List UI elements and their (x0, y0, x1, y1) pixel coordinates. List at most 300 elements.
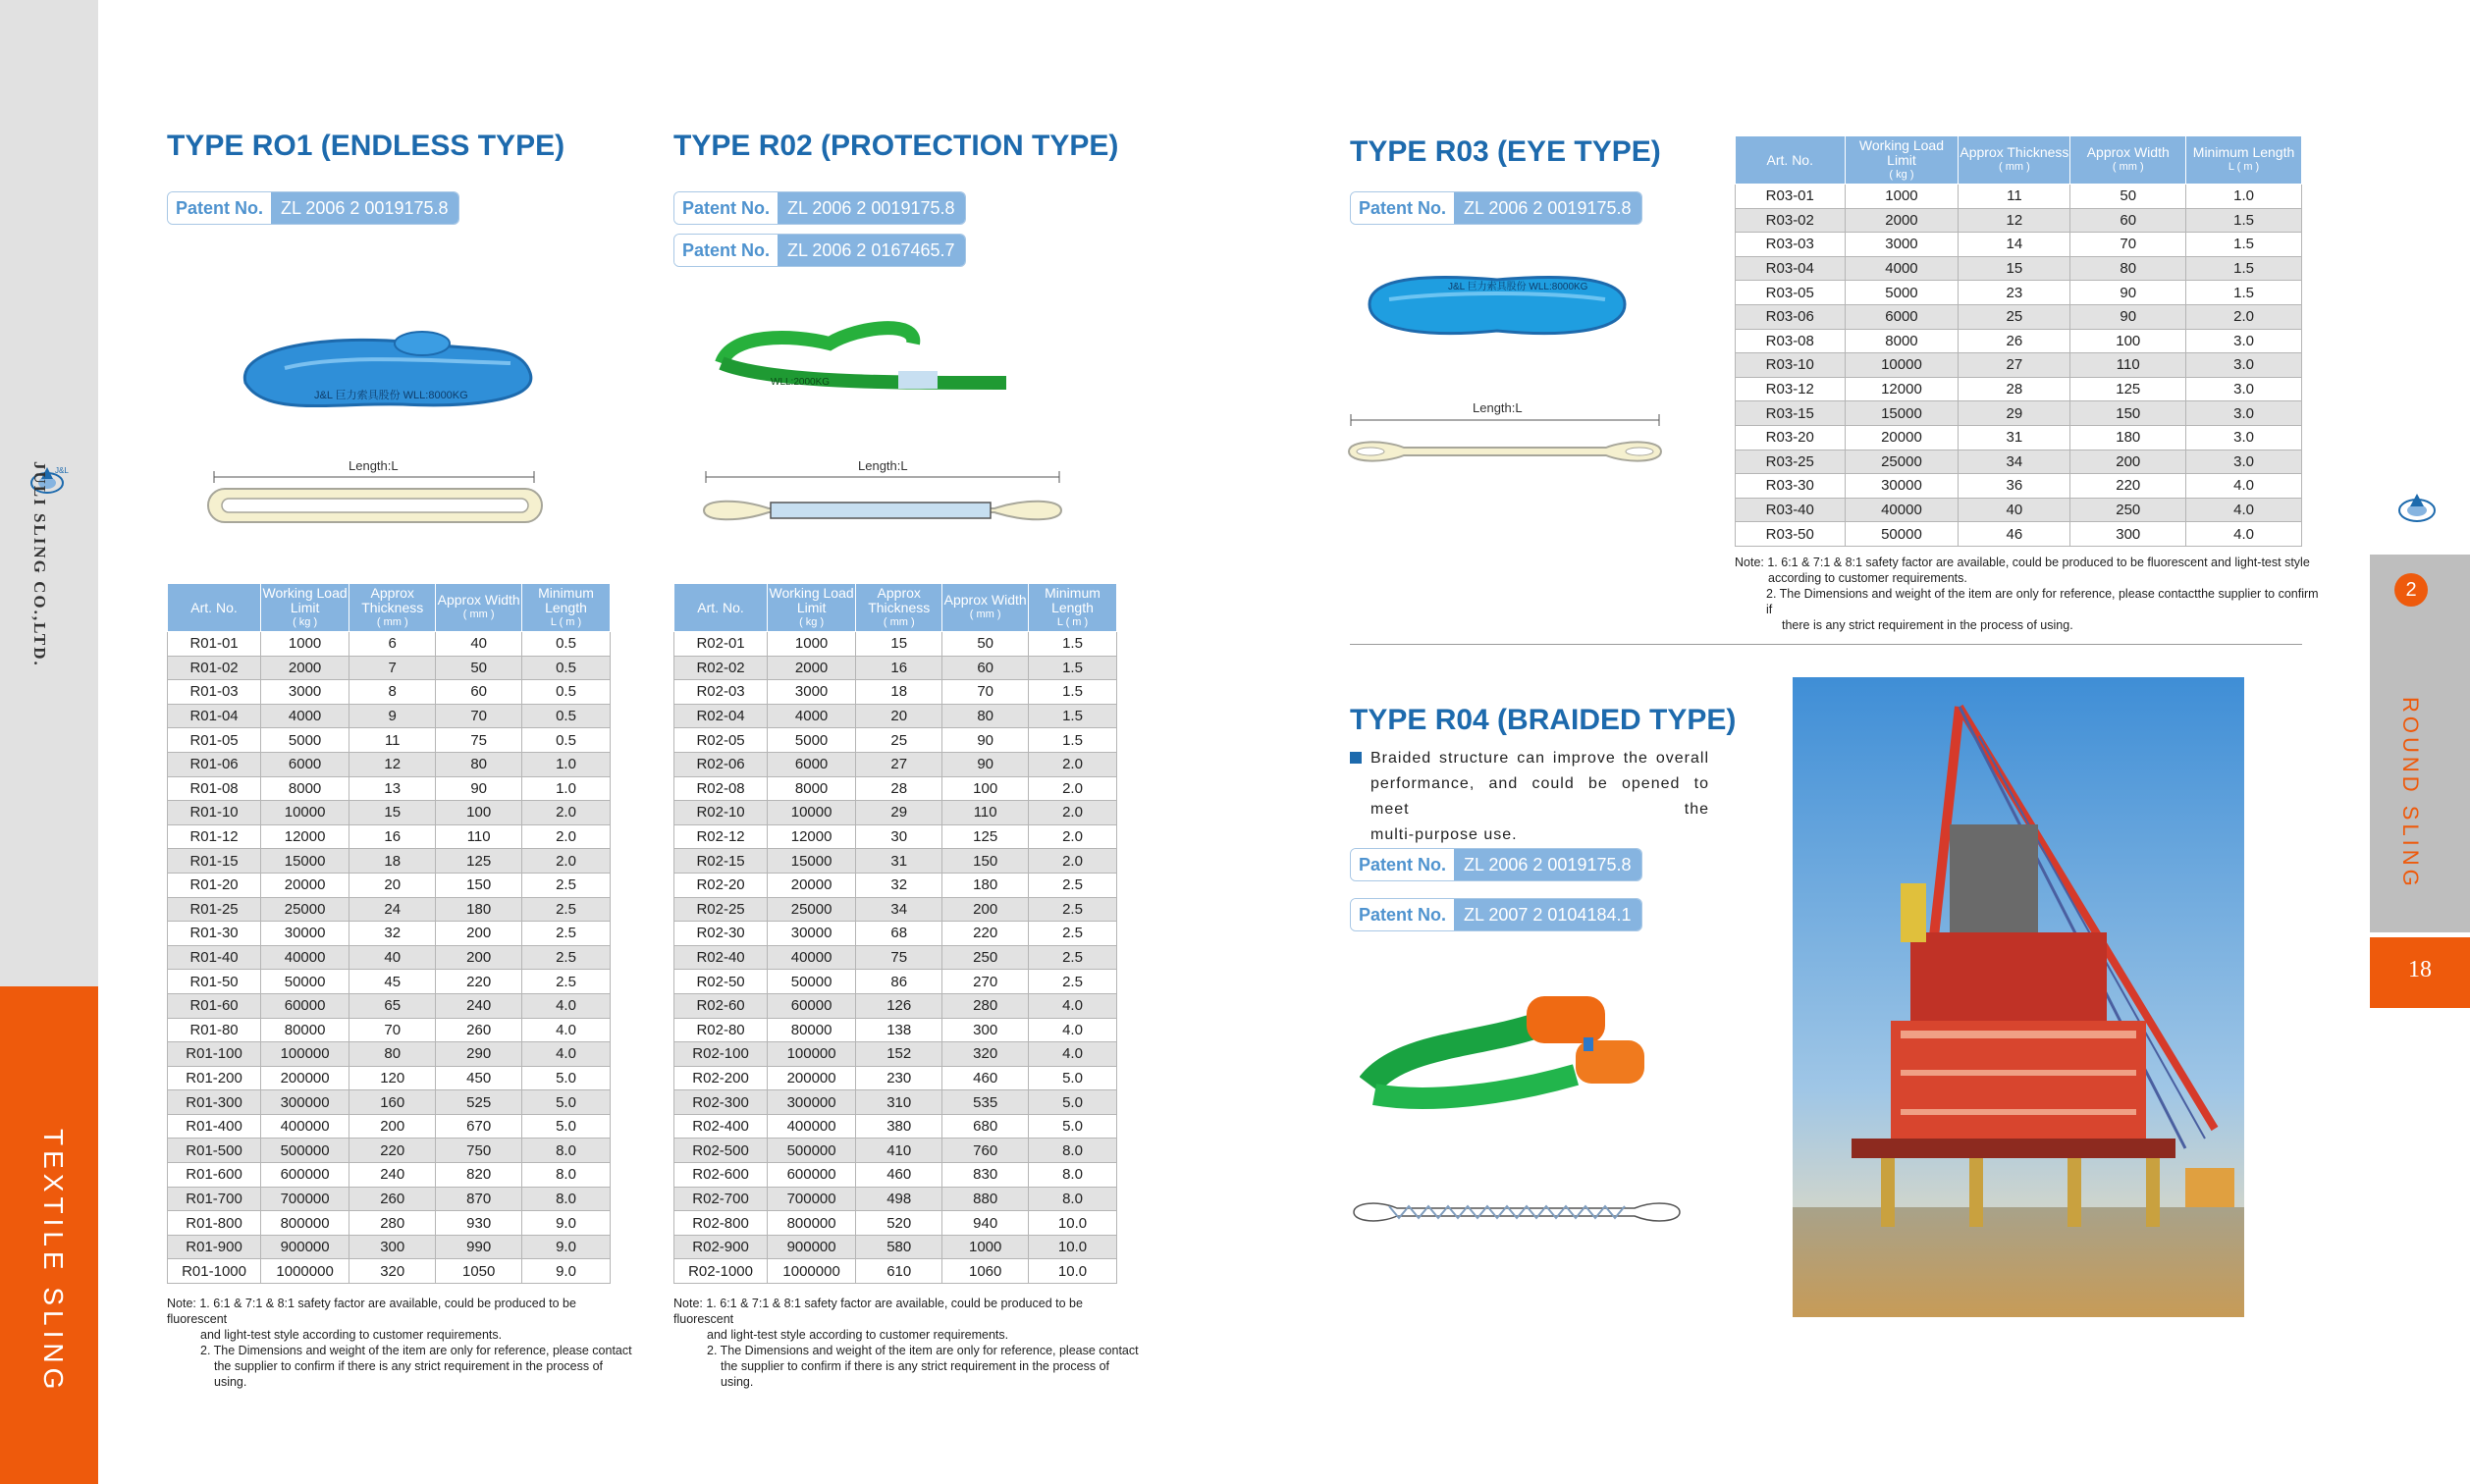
table-cell: 34 (1959, 450, 2070, 474)
table-cell: 10000 (261, 801, 349, 825)
table-cell: 29 (1959, 401, 2070, 426)
table-cell: 0.5 (522, 704, 611, 728)
table-row (674, 1018, 1117, 1042)
bullet-icon (1350, 752, 1362, 764)
table-cell: R01-10 (168, 801, 261, 825)
table-cell: 12000 (261, 824, 349, 849)
table-row (168, 1259, 611, 1284)
table-cell: 68 (856, 922, 942, 946)
table-cell: 60000 (261, 993, 349, 1018)
r03-spec-table (1735, 135, 2302, 547)
table-cell: 680 (942, 1114, 1029, 1139)
table-cell: 31 (856, 849, 942, 874)
table-row (168, 776, 611, 801)
r04-dimension-drawing (1350, 1192, 1684, 1232)
table-row (674, 849, 1117, 874)
table-row (674, 728, 1117, 753)
table-cell: 4.0 (2186, 498, 2302, 522)
table-cell: 4.0 (522, 993, 611, 1018)
table-cell: 1.5 (2186, 281, 2302, 305)
table-cell: 90 (2070, 304, 2186, 329)
table-cell: 12000 (1845, 377, 1959, 401)
table-cell: 110 (942, 801, 1029, 825)
table-cell: R02-20 (674, 873, 768, 897)
table-cell: 0.5 (522, 656, 611, 680)
table-row (168, 728, 611, 753)
table-cell: 460 (942, 1066, 1029, 1090)
table-row (168, 1066, 611, 1090)
table-cell: 75 (856, 945, 942, 970)
table-row (674, 970, 1117, 994)
table-cell: R02-05 (674, 728, 768, 753)
section-divider (1350, 644, 2302, 645)
table-cell: 200000 (261, 1066, 349, 1090)
table-cell: 700000 (768, 1187, 856, 1211)
table-cell: 180 (436, 897, 522, 922)
table-cell: 3.0 (2186, 377, 2302, 401)
r02-note (673, 1296, 1145, 1390)
table-cell: 20 (856, 704, 942, 728)
table-cell: 5000 (1845, 281, 1959, 305)
table-cell: 50000 (1845, 522, 1959, 547)
table-cell: 2.5 (522, 897, 611, 922)
table-row (1736, 233, 2302, 257)
table-cell: 460 (856, 1163, 942, 1188)
table-cell: 8.0 (522, 1163, 611, 1188)
table-cell: 60 (436, 680, 522, 705)
table-cell: 8.0 (1029, 1187, 1117, 1211)
table-row (168, 1042, 611, 1067)
table-cell: 80 (349, 1042, 436, 1067)
table-cell: 1050 (436, 1259, 522, 1284)
col-width-label: Approx Width (437, 592, 520, 608)
table-cell: 670 (436, 1114, 522, 1139)
col-length-label: Minimum Length (2192, 144, 2295, 160)
col-width (942, 584, 1029, 632)
table-row (674, 632, 1117, 657)
col-thickness-unit: ( mm ) (376, 615, 408, 628)
table-cell: 45 (349, 970, 436, 994)
table-header-row (1736, 136, 2302, 185)
table-cell: 2.5 (1029, 922, 1117, 946)
table-cell: 2.5 (522, 945, 611, 970)
table-cell: 50000 (261, 970, 349, 994)
table-cell: R02-01 (674, 632, 768, 657)
table-cell: R01-300 (168, 1090, 261, 1115)
table-cell: 1.5 (1029, 656, 1117, 680)
col-length (522, 584, 611, 632)
table-cell: 1000000 (768, 1259, 856, 1284)
table-cell: 290 (436, 1042, 522, 1067)
table-cell: R01-100 (168, 1042, 261, 1067)
table-cell: 4.0 (2186, 474, 2302, 499)
table-cell: 900000 (768, 1235, 856, 1259)
r01-note (167, 1296, 638, 1390)
table-cell: 32 (856, 873, 942, 897)
table-cell: 34 (856, 897, 942, 922)
table-row (674, 897, 1117, 922)
table-cell: R02-10 (674, 801, 768, 825)
table-cell: 5.0 (522, 1090, 611, 1115)
table-cell: 6 (349, 632, 436, 657)
table-cell: 2.5 (522, 970, 611, 994)
table-row (674, 1235, 1117, 1259)
table-cell: 100 (2070, 329, 2186, 353)
table-cell: R03-01 (1736, 185, 1846, 209)
table-cell: 2.0 (1029, 801, 1117, 825)
table-row (674, 1042, 1117, 1067)
table-cell: 450 (436, 1066, 522, 1090)
table-cell: 65 (349, 993, 436, 1018)
table-row (674, 656, 1117, 680)
table-cell: 16 (349, 824, 436, 849)
col-length-unit: L ( m ) (2228, 161, 2260, 173)
col-width-label: Approx Width (2086, 144, 2170, 160)
table-cell: 8000 (768, 776, 856, 801)
table-cell: 300000 (768, 1090, 856, 1115)
col-length (2186, 136, 2302, 185)
table-cell: 32 (349, 922, 436, 946)
table-cell: 535 (942, 1090, 1029, 1115)
table-cell: 12 (1959, 208, 2070, 233)
table-row (168, 922, 611, 946)
table-cell: 4.0 (522, 1018, 611, 1042)
table-cell: 4000 (1845, 256, 1959, 281)
table-cell: 40000 (1845, 498, 1959, 522)
table-cell: 2.0 (2186, 304, 2302, 329)
col-length-label: Minimum Length (1045, 584, 1101, 615)
table-cell: 3.0 (2186, 401, 2302, 426)
table-cell: 380 (856, 1114, 942, 1139)
col-width-label: Approx Width (943, 592, 1027, 608)
r02-title: TYPE R02 (PROTECTION TYPE) (673, 130, 1119, 162)
table-cell: 15000 (261, 849, 349, 874)
r01-product-print: J&L 巨力索具股份 WLL:8000KG (314, 390, 468, 401)
table-row (168, 873, 611, 897)
table-cell: 30000 (768, 922, 856, 946)
table-cell: 126 (856, 993, 942, 1018)
table-row (1736, 377, 2302, 401)
table-cell: 80 (942, 704, 1029, 728)
table-cell: 24 (349, 897, 436, 922)
table-cell: 930 (436, 1211, 522, 1236)
table-cell: 1.5 (1029, 680, 1117, 705)
table-cell: R03-12 (1736, 377, 1846, 401)
table-cell: 160 (349, 1090, 436, 1115)
table-cell: 8.0 (1029, 1139, 1117, 1163)
table-cell: R01-40 (168, 945, 261, 970)
table-cell: 20000 (261, 873, 349, 897)
col-wll-label: Working Load Limit (1858, 136, 1945, 168)
r02-spec-table (673, 583, 1117, 1284)
table-cell: 5000 (768, 728, 856, 753)
col-art-no: Art. No. (168, 584, 261, 632)
table-cell: 8000 (1845, 329, 1959, 353)
table-cell: 1.0 (522, 776, 611, 801)
table-cell: 200 (436, 945, 522, 970)
patent-number: ZL 2006 2 0167465.7 (778, 235, 964, 266)
table-cell: R03-30 (1736, 474, 1846, 499)
table-cell: 580 (856, 1235, 942, 1259)
table-cell: 90 (942, 752, 1029, 776)
table-cell: 10.0 (1029, 1235, 1117, 1259)
table-cell: 5.0 (1029, 1090, 1117, 1115)
table-cell: 180 (942, 873, 1029, 897)
r02-product-print: WLL:2000KG (771, 377, 831, 388)
company-name: JULI SLING CO.,LTD. (30, 461, 49, 667)
note-line: according to customer requirements. (1768, 571, 1967, 585)
col-thickness-label: Approx Thickness (361, 584, 424, 615)
col-thickness (1959, 136, 2070, 185)
r03-length-label: Length:L (1473, 400, 1523, 415)
table-row (168, 1114, 611, 1139)
table-cell: 2.5 (522, 922, 611, 946)
table-row (168, 945, 611, 970)
table-cell: 46 (1959, 522, 2070, 547)
table-cell: 2.0 (1029, 849, 1117, 874)
r03-patent-badge (1350, 191, 1642, 225)
table-cell: 300 (349, 1235, 436, 1259)
r04-title: TYPE R04 (BRAIDED TYPE) (1350, 704, 1737, 736)
table-cell: 18 (856, 680, 942, 705)
table-cell: R01-60 (168, 993, 261, 1018)
table-cell: 1000 (942, 1235, 1029, 1259)
r02-patent-badge-1 (673, 191, 966, 225)
table-row (168, 632, 611, 657)
table-cell: 1.0 (522, 752, 611, 776)
note-line: Note: 1. 6:1 & 7:1 & 8:1 safety factor are available, could be produced to be fluorescent (167, 1297, 576, 1326)
table-cell: 1060 (942, 1259, 1029, 1284)
table-cell: 1.5 (2186, 208, 2302, 233)
table-cell: 3000 (1845, 233, 1959, 257)
table-cell: 10000 (1845, 353, 1959, 378)
table-cell: 12 (349, 752, 436, 776)
table-cell: 14 (1959, 233, 2070, 257)
table-cell: 150 (2070, 401, 2186, 426)
note-line: Note: 1. 6:1 & 7:1 & 8:1 safety factor are available, could be produced to be fluorescent and light-test style (1735, 556, 2310, 569)
table-cell: 200000 (768, 1066, 856, 1090)
table-cell: 240 (436, 993, 522, 1018)
table-cell: R01-30 (168, 922, 261, 946)
table-cell: 25000 (768, 897, 856, 922)
col-art-no: Art. No. (674, 584, 768, 632)
table-cell: 1.5 (2186, 256, 2302, 281)
table-cell: 1000 (261, 632, 349, 657)
table-cell: 3.0 (2186, 353, 2302, 378)
table-cell: R02-02 (674, 656, 768, 680)
table-cell: 50 (436, 656, 522, 680)
table-cell: 3000 (261, 680, 349, 705)
company-logo-icon (2389, 489, 2448, 528)
table-row (1736, 474, 2302, 499)
r01-title: TYPE RO1 (ENDLESS TYPE) (167, 130, 565, 162)
table-cell: 30 (856, 824, 942, 849)
table-cell: 2.5 (1029, 945, 1117, 970)
table-cell: 200 (436, 922, 522, 946)
table-cell: 1000000 (261, 1259, 349, 1284)
table-cell: 2.0 (522, 849, 611, 874)
table-cell: 2.0 (1029, 776, 1117, 801)
table-cell: 125 (436, 849, 522, 874)
table-cell: R01-500 (168, 1139, 261, 1163)
table-row (674, 704, 1117, 728)
table-cell: 300000 (261, 1090, 349, 1115)
table-cell: 6000 (768, 752, 856, 776)
table-cell: 110 (2070, 353, 2186, 378)
table-cell: R01-50 (168, 970, 261, 994)
r03-eye-sling-image (1360, 270, 1635, 348)
table-cell: 220 (2070, 474, 2186, 499)
table-cell: 70 (2070, 233, 2186, 257)
chapter-number-badge: 2 (2394, 573, 2428, 607)
table-cell: 27 (1959, 353, 2070, 378)
table-cell: 15 (1959, 256, 2070, 281)
table-cell: 1.5 (2186, 233, 2302, 257)
table-cell: 820 (436, 1163, 522, 1188)
table-cell: 8.0 (1029, 1163, 1117, 1188)
table-cell: R02-1000 (674, 1259, 768, 1284)
table-cell: 9.0 (522, 1259, 611, 1284)
r01-length-label: Length:L (349, 458, 399, 473)
patent-label: Patent No. (1351, 192, 1454, 224)
r01-table-body (168, 632, 611, 1284)
r02-protection-sling-image (712, 314, 1016, 402)
table-cell: 40 (349, 945, 436, 970)
table-cell: 18 (349, 849, 436, 874)
table-cell: 830 (942, 1163, 1029, 1188)
table-cell: 9.0 (522, 1211, 611, 1236)
r01-spec-table (167, 583, 611, 1284)
r04-braided-sling-image (1360, 986, 1664, 1124)
col-length (1029, 584, 1117, 632)
table-cell: 36 (1959, 474, 2070, 499)
table-cell: R02-30 (674, 922, 768, 946)
col-thickness (349, 584, 436, 632)
table-row (674, 1163, 1117, 1188)
table-cell: 525 (436, 1090, 522, 1115)
table-cell: 200 (942, 897, 1029, 922)
r02-length-label: Length:L (858, 458, 908, 473)
table-cell: 60 (942, 656, 1029, 680)
table-cell: R01-20 (168, 873, 261, 897)
table-row (674, 1114, 1117, 1139)
table-cell: 80000 (261, 1018, 349, 1042)
table-cell: R01-12 (168, 824, 261, 849)
table-cell: 260 (349, 1187, 436, 1211)
table-row (674, 873, 1117, 897)
table-row (168, 704, 611, 728)
col-width (436, 584, 522, 632)
r04-patent-badge-2 (1350, 898, 1642, 931)
table-cell: 498 (856, 1187, 942, 1211)
table-cell: R03-25 (1736, 450, 1846, 474)
table-cell: R01-200 (168, 1066, 261, 1090)
table-cell: 100000 (768, 1042, 856, 1067)
table-cell: 40 (436, 632, 522, 657)
table-row (674, 1211, 1117, 1236)
table-row (674, 1187, 1117, 1211)
table-cell: 40000 (261, 945, 349, 970)
table-cell: 880 (942, 1187, 1029, 1211)
table-cell: 250 (2070, 498, 2186, 522)
table-row (674, 922, 1117, 946)
table-row (674, 1066, 1117, 1090)
table-cell: 220 (349, 1139, 436, 1163)
table-cell: 2.0 (522, 801, 611, 825)
table-cell: 15 (856, 632, 942, 657)
table-cell: 270 (942, 970, 1029, 994)
table-cell: 50 (2070, 185, 2186, 209)
table-cell: R01-01 (168, 632, 261, 657)
table-cell: 2.5 (522, 873, 611, 897)
desc-line: multi-purpose use. (1370, 826, 1518, 843)
table-row (168, 1187, 611, 1211)
table-cell: 9 (349, 704, 436, 728)
col-wll (1845, 136, 1959, 185)
col-width-unit: ( mm ) (2112, 161, 2144, 173)
table-cell: 1000 (768, 632, 856, 657)
table-cell: 4.0 (522, 1042, 611, 1067)
desc-line: Braided structure can improve the overall (1370, 750, 1709, 767)
table-cell: 3.0 (2186, 329, 2302, 353)
table-cell: R01-02 (168, 656, 261, 680)
table-cell: 60 (2070, 208, 2186, 233)
col-length-unit: L ( m ) (1056, 615, 1089, 628)
table-cell: 1.5 (1029, 728, 1117, 753)
table-cell: R02-40 (674, 945, 768, 970)
table-cell: 20000 (768, 873, 856, 897)
table-cell: 300 (2070, 522, 2186, 547)
table-row (674, 824, 1117, 849)
table-cell: 280 (942, 993, 1029, 1018)
note-line: and light-test style according to customer requirements. (707, 1328, 1009, 1342)
section-label-textile-sling: TEXTILE SLING (38, 1129, 69, 1395)
r02-dimension-drawing (700, 469, 1065, 528)
table-cell: 40000 (768, 945, 856, 970)
table-cell: 800000 (261, 1211, 349, 1236)
table-cell: R01-80 (168, 1018, 261, 1042)
col-thickness (856, 584, 942, 632)
table-cell: 2000 (1845, 208, 1959, 233)
table-cell: 70 (349, 1018, 436, 1042)
table-cell: 500000 (768, 1139, 856, 1163)
table-row (674, 993, 1117, 1018)
table-cell: R03-02 (1736, 208, 1846, 233)
table-cell: R02-600 (674, 1163, 768, 1188)
table-cell: R03-10 (1736, 353, 1846, 378)
table-cell: 25 (1959, 304, 2070, 329)
note-line: and light-test style according to customer requirements. (200, 1328, 503, 1342)
table-cell: 90 (436, 776, 522, 801)
table-cell: R01-25 (168, 897, 261, 922)
table-cell: 120 (349, 1066, 436, 1090)
r04-patent-badge-1 (1350, 848, 1642, 881)
table-cell: 26 (1959, 329, 2070, 353)
table-cell: 10000 (768, 801, 856, 825)
table-row (1736, 498, 2302, 522)
table-cell: 11 (1959, 185, 2070, 209)
table-cell: 23 (1959, 281, 2070, 305)
table-cell: 4.0 (1029, 1018, 1117, 1042)
col-wll (768, 584, 856, 632)
table-cell: 8.0 (522, 1139, 611, 1163)
note-line: 2. The Dimensions and weight of the item are only for reference, please contactthe supplier to confirm if (1766, 587, 2319, 616)
note-line: the supplier to confirm if there is any strict requirement in the process of using. (214, 1359, 604, 1389)
table-cell: 1.0 (2186, 185, 2302, 209)
note-line: 2. The Dimensions and weight of the item are only for reference, please contact (200, 1344, 632, 1357)
table-row (674, 776, 1117, 801)
table-cell: 30000 (1845, 474, 1959, 499)
